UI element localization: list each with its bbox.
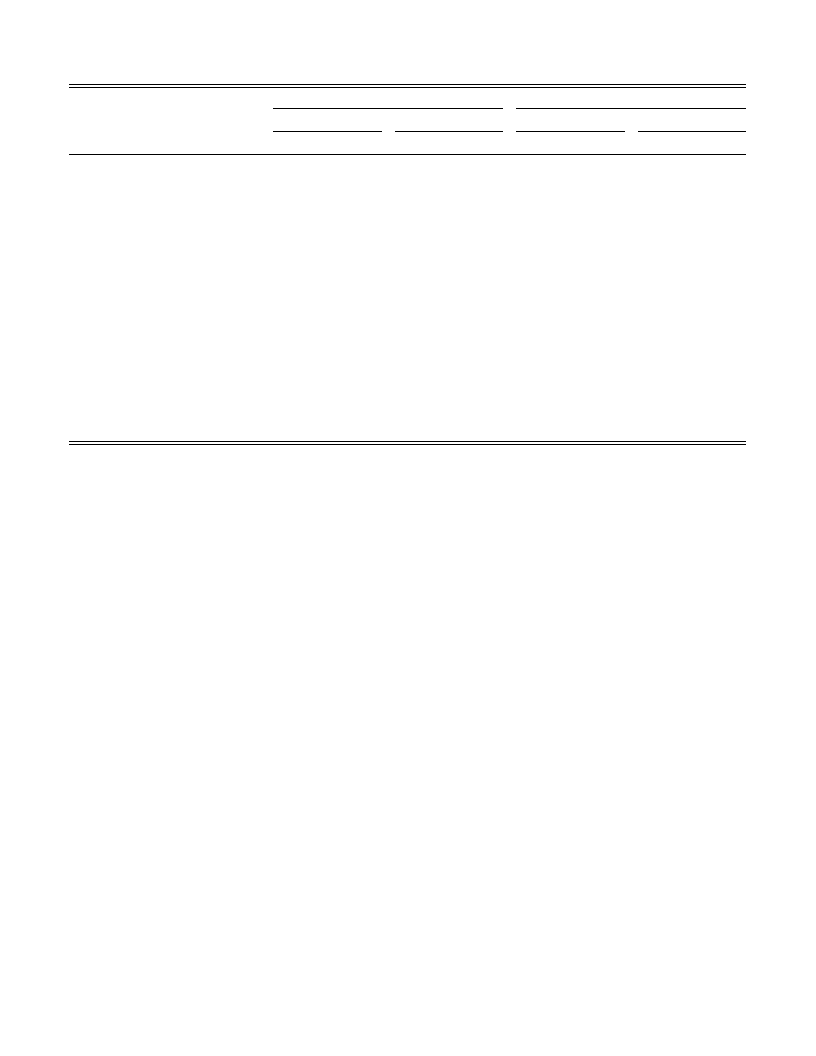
column-header-rule	[273, 131, 382, 132]
column-header-rule	[638, 131, 746, 132]
column-group-rule	[516, 108, 746, 109]
column-group-rule	[273, 108, 503, 109]
table-bottom-rule	[69, 444, 746, 445]
table-top-rule	[69, 87, 746, 88]
table-bottom-rule	[69, 441, 746, 442]
header-separator-rule	[69, 154, 746, 155]
column-header-rule	[395, 131, 503, 132]
table-top-rule	[69, 84, 746, 85]
column-header-rule	[516, 131, 625, 132]
